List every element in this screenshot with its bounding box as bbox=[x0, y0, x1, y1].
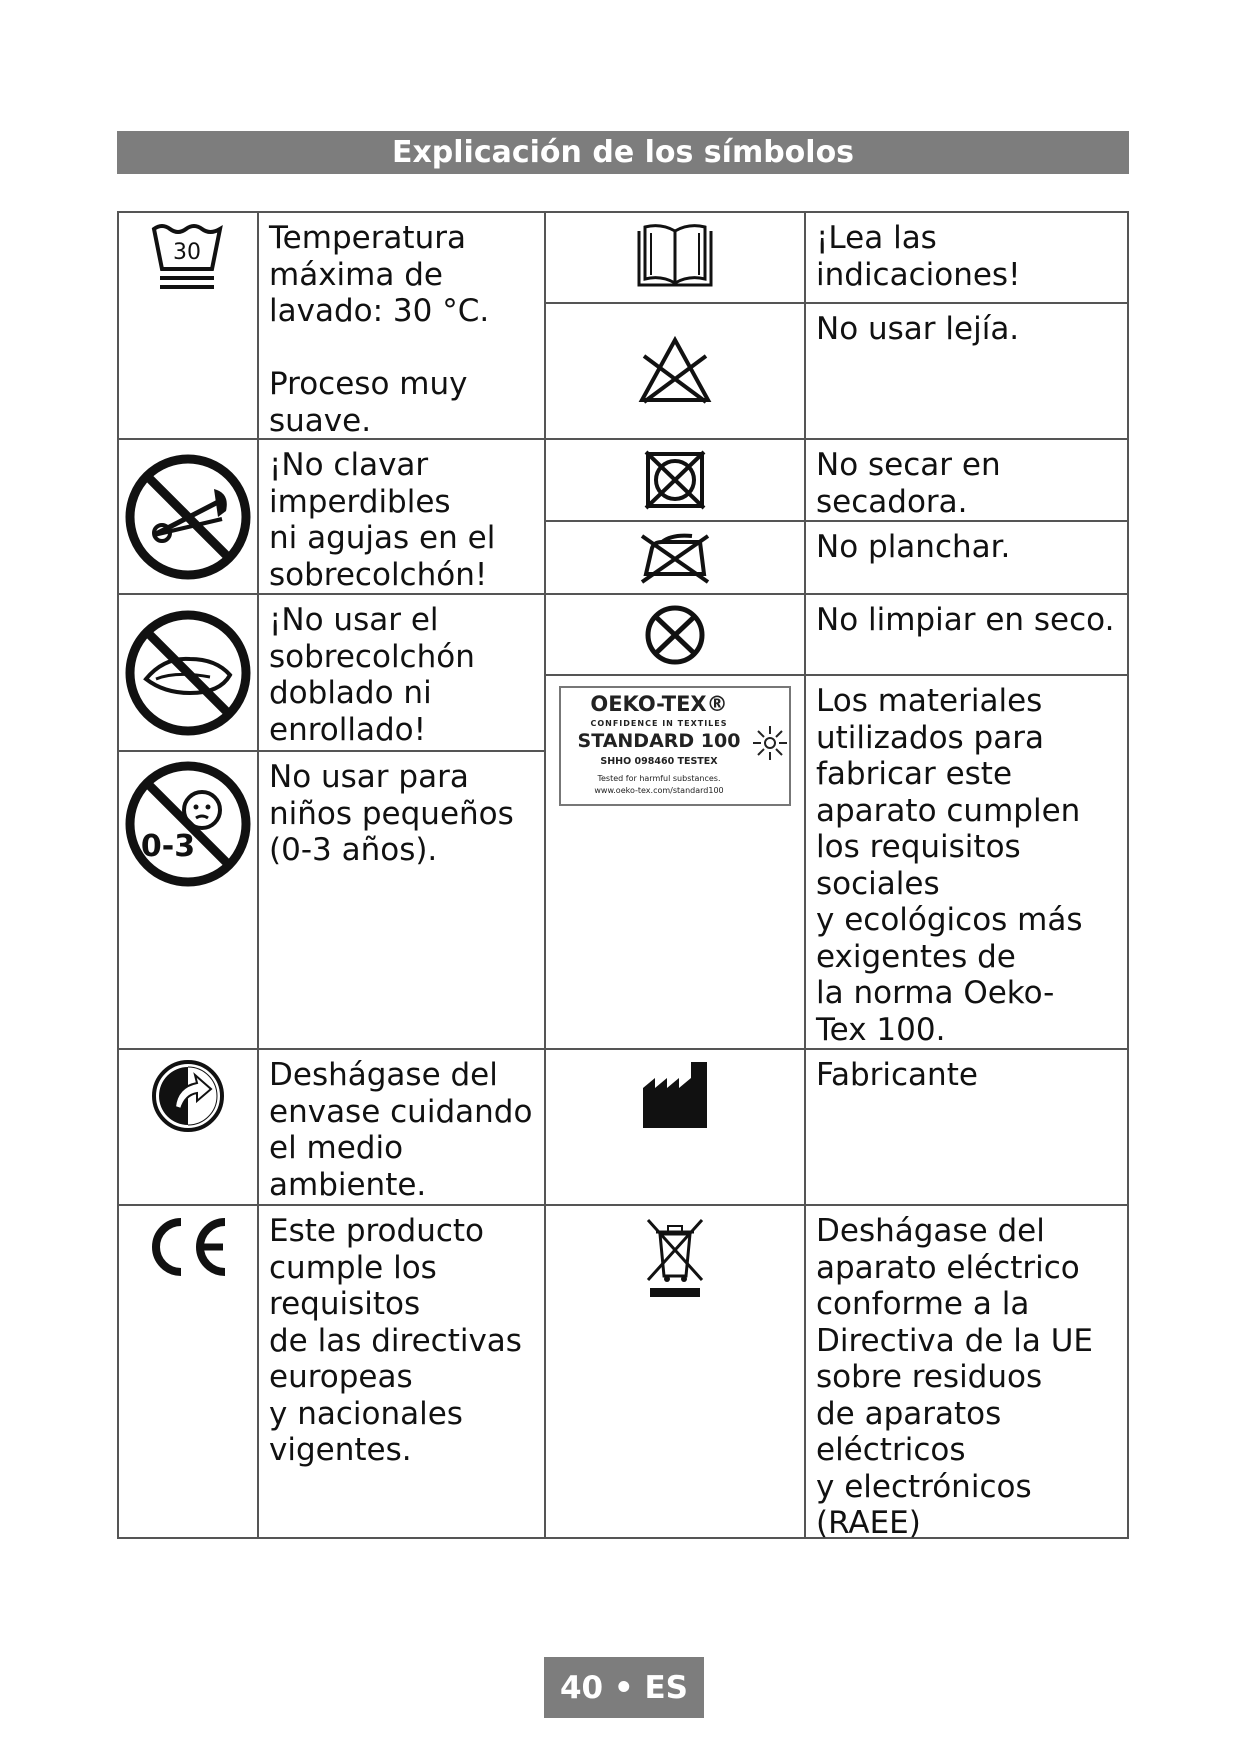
text-cell-book: ¡Lea las indicaciones! bbox=[804, 211, 1129, 302]
section-title: Explicación de los símbolos bbox=[117, 131, 1129, 174]
icon-cell-no-tumble bbox=[544, 438, 804, 520]
icon-cell-weee bbox=[544, 1204, 804, 1539]
text-cell-ce: Este producto cumple los requisitos de las directivas europeas y nacionales vigentes. bbox=[257, 1204, 544, 1539]
ce-mark-icon bbox=[145, 1216, 231, 1278]
oeko-flower-icon bbox=[751, 724, 789, 762]
oeko-line2: CONFIDENCE IN TEXTILES bbox=[590, 719, 728, 728]
text-cell-no-tumble: No secar en secadora. bbox=[804, 438, 1129, 520]
age-label: 0-3 bbox=[140, 829, 196, 864]
icon-cell-no-pins bbox=[117, 438, 257, 593]
oeko-line3: STANDARD 100 bbox=[577, 730, 741, 752]
icon-cell-no-children bbox=[117, 750, 257, 1048]
no-small-children-icon bbox=[124, 760, 252, 888]
no-tumble-dry-icon bbox=[642, 450, 708, 510]
text-cell-no-children: No usar para niños pequeños (0-3 años). bbox=[257, 750, 544, 1048]
icon-cell-no-fold bbox=[117, 593, 257, 750]
no-iron-icon bbox=[638, 530, 712, 586]
text-cell-green-dot: Deshágase del envase cuidando el medio ambiente. bbox=[257, 1048, 544, 1204]
text-cell-no-iron: No planchar. bbox=[804, 520, 1129, 593]
text-cell-wash: Temperatura máxima de lavado: 30 °C. Proceso muy suave. bbox=[257, 211, 544, 438]
wash-30-gentle-icon bbox=[148, 219, 228, 299]
icon-cell-book bbox=[544, 211, 804, 302]
no-bleach-icon bbox=[638, 336, 712, 406]
text-cell-no-bleach: No usar lejía. bbox=[804, 302, 1129, 438]
icon-cell-manufacturer bbox=[544, 1048, 804, 1204]
no-pins-icon bbox=[124, 453, 252, 581]
text-cell-weee: Deshágase del aparato eléctrico conforme a la Directiva de la UE sobre residuos de aparatos eléctricos y electrónicos (RAEE) bbox=[804, 1204, 1129, 1539]
icon-cell-ce bbox=[117, 1204, 257, 1539]
text-cell-no-pins: ¡No clavar imperdibles ni agujas en el sobrecolchón! bbox=[257, 438, 544, 593]
wash-temp-label: 30 bbox=[173, 240, 201, 265]
read-instructions-book-icon bbox=[633, 223, 717, 293]
icon-cell-green-dot bbox=[117, 1048, 257, 1204]
icon-cell-wash bbox=[117, 211, 257, 438]
oeko-tex-label-icon bbox=[559, 686, 791, 806]
weee-bin-icon bbox=[644, 1216, 706, 1298]
oeko-line1: OEKO-TEX® bbox=[590, 692, 728, 716]
oeko-line4: SHHO 098460 TESTEX bbox=[600, 756, 718, 767]
icon-cell-no-dry-clean bbox=[544, 593, 804, 674]
text-cell-no-fold: ¡No usar el sobrecolchón doblado ni enrollado! bbox=[257, 593, 544, 750]
icon-cell-no-bleach bbox=[544, 302, 804, 438]
manufacturer-icon bbox=[641, 1060, 709, 1130]
text-cell-oeko-tex: Los materiales utilizados para fabricar este aparato cumplen los requisitos sociales y ecológicos más exigentes de la norma Oeko- Tex 100. bbox=[804, 674, 1129, 1048]
green-dot-icon bbox=[151, 1059, 225, 1133]
icon-cell-no-iron bbox=[544, 520, 804, 593]
icon-cell-oeko-tex bbox=[544, 674, 804, 1048]
text-cell-no-dry-clean: No limpiar en seco. bbox=[804, 593, 1129, 674]
oeko-line5: Tested for harmful substances. bbox=[597, 774, 721, 783]
text-cell-manufacturer: Fabricante bbox=[804, 1048, 1129, 1204]
page-number: 40 • ES bbox=[544, 1657, 704, 1718]
no-fold-icon bbox=[124, 609, 252, 737]
oeko-line6: www.oeko-tex.com/standard100 bbox=[594, 786, 724, 795]
no-dry-clean-icon bbox=[641, 604, 709, 666]
